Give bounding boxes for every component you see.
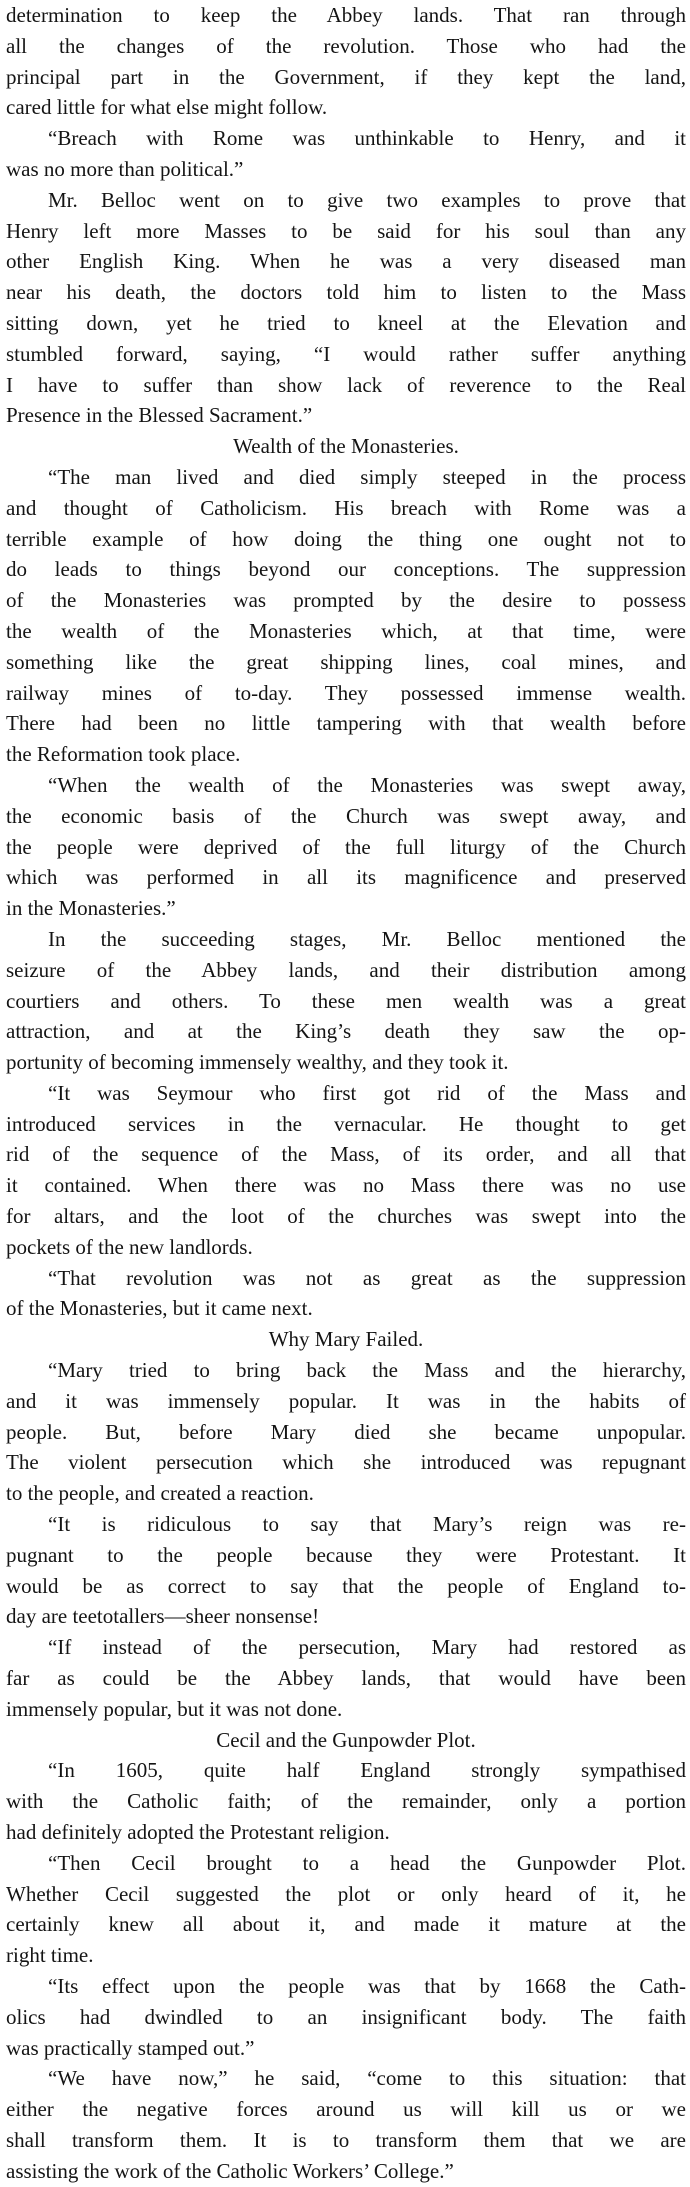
paragraph — [6, 462, 686, 770]
text-line: introduced services in the vernacular. He thought to get — [6, 1111, 686, 1136]
text-line: far as could be the Abbey lands, that would have been — [6, 1666, 686, 1691]
text-line: sitting down, yet he tried to kneel at the Elevation and — [6, 310, 686, 335]
paragraph — [6, 2063, 686, 2186]
text-line: which was performed in all its magnificence and preserved — [6, 865, 686, 890]
text-line: “The man lived and died simply steeped in the process — [48, 464, 686, 489]
text-line: other English King. When he was a very diseased man — [6, 249, 686, 274]
paragraph — [6, 1263, 686, 1325]
text-line: all the changes of the revolution. Those who had the — [6, 33, 686, 58]
text-line: with the Catholic faith; of the remainder, only a portion — [6, 1789, 686, 1814]
text-line: There had been no little tampering with that wealth before — [6, 711, 686, 736]
text-line: Presence in the Blessed Sacrament.” — [6, 403, 313, 428]
text-line: was no more than political.” — [6, 156, 244, 181]
text-line: near his death, the doctors told him to listen to the Mass — [6, 280, 686, 305]
paragraph — [6, 1509, 686, 1632]
text-line: of the Monasteries, but it came next. — [6, 1296, 313, 1321]
text-line: pockets of the new landlords. — [6, 1234, 253, 1259]
paragraph — [6, 1755, 686, 1847]
text-line: the Reformation took place. — [6, 742, 241, 767]
paragraph — [6, 770, 686, 924]
section-heading: Why Mary Failed. — [268, 1327, 424, 1352]
paragraph — [6, 185, 686, 431]
text-line: “When the wealth of the Monasteries was swept away, — [48, 772, 686, 797]
text-line: people. But, before Mary died she became unpopular. — [6, 1419, 686, 1444]
text-line: would be as correct to say that the people of England to- — [6, 1573, 686, 1598]
text-line: was practically stamped out.” — [6, 2035, 255, 2060]
text-line: terrible example of how doing the thing one ought not to — [6, 526, 686, 551]
text-line: I have to suffer than show lack of reverence to the Real — [6, 372, 686, 397]
text-line: In the succeeding stages, Mr. Belloc mentioned the — [48, 926, 686, 951]
paragraph — [6, 1632, 686, 1724]
text-line: cared little for what else might follow. — [6, 95, 328, 120]
text-line: right time. — [6, 1943, 94, 1968]
text-line: “We have now,” he said, “come to this situation: that — [48, 2066, 686, 2091]
text-line: in the Monasteries.” — [6, 896, 176, 921]
text-line: “It was Seymour who first got rid of the Mass and — [48, 1080, 686, 1105]
paragraph — [6, 1078, 686, 1263]
text-line: assisting the work of the Catholic Workers’ College.” — [6, 2158, 454, 2183]
text-line: rid of the sequence of the Mass, of its order, and all that — [6, 1142, 686, 1167]
text-line: the wealth of the Monasteries which, at that time, were — [6, 618, 686, 643]
text-line: Henry left more Masses to be said for his soul than any — [6, 218, 686, 243]
text-line: had definitely adopted the Protestant religion. — [6, 1820, 390, 1845]
text-line: immensely popular, but it was not done. — [6, 1696, 343, 1721]
text-line: to the people, and created a reaction. — [6, 1481, 314, 1506]
text-line: seizure of the Abbey lands, and their distribution among — [6, 957, 686, 982]
text-line: principal part in the Government, if they kept the land, — [6, 64, 686, 89]
text-line: pugnant to the people because they were Protestant. It — [6, 1542, 686, 1567]
text-line: for altars, and the loot of the churches was swept into the — [6, 1204, 686, 1229]
text-line: The violent persecution which she introduced was repugnant — [6, 1450, 686, 1475]
text-line: do leads to things beyond our conceptions. The suppression — [6, 557, 686, 582]
text-line: “In 1605, quite half England strongly sympathised — [48, 1758, 686, 1783]
text-line: day are teetotallers—sheer nonsense! — [6, 1604, 320, 1629]
section-heading: Wealth of the Monasteries. — [233, 434, 459, 459]
text-line: and it was immensely popular. It was in the habits of — [6, 1388, 686, 1413]
text-line: “Mary tried to bring back the Mass and the hierarchy, — [48, 1358, 686, 1383]
text-line: shall transform them. It is to transform them that we are — [6, 2127, 686, 2152]
text-line: “It is ridiculous to say that Mary’s reign was re- — [48, 1512, 686, 1537]
text-line: attraction, and at the King’s death they saw the op- — [6, 1019, 686, 1044]
paragraph — [6, 0, 686, 123]
text-line: something like the great shipping lines, coal mines, and — [6, 649, 686, 674]
text-line: courtiers and others. To these men wealth was a great — [6, 988, 686, 1013]
text-line: stumbled forward, saying, “I would rather suffer anything — [6, 341, 686, 366]
text-line: “Its effect upon the people was that by 1668 the Cath- — [48, 1974, 686, 1998]
text-line: railway mines of to-day. They possessed immense wealth. — [6, 680, 686, 705]
text-line: the people were deprived of the full liturgy of the Church — [6, 834, 686, 859]
text-line: the economic basis of the Church was swept away, and — [6, 803, 686, 828]
text-line: of the Monasteries was prompted by the desire to possess — [6, 588, 686, 613]
text-line: “That revolution was not as great as the suppression — [48, 1265, 686, 1290]
text-line: “Breach with Rome was unthinkable to Henry, and it — [48, 126, 686, 151]
section-heading: Cecil and the Gunpowder Plot. — [216, 1727, 476, 1752]
text-line: olics had dwindled to an insignificant body. The faith — [6, 2004, 686, 2029]
paragraph — [6, 1848, 686, 1971]
text-line: Whether Cecil suggested the plot or only heard of it, he — [6, 1881, 686, 1906]
text-line: Mr. Belloc went on to give two examples to prove that — [48, 187, 686, 212]
text-line: it contained. When there was no Mass there was no use — [6, 1173, 686, 1198]
text-line: “Then Cecil brought to a head the Gunpowder Plot. — [48, 1850, 686, 1875]
paragraph — [6, 123, 686, 185]
paragraph — [6, 924, 686, 1078]
text-line: certainly knew all about it, and made it mature at the — [6, 1912, 686, 1937]
text-line: determination to keep the Abbey lands. That ran through — [6, 3, 686, 27]
text-line: “If instead of the persecution, Mary had restored as — [48, 1635, 686, 1660]
paragraph — [6, 1971, 686, 2063]
text-line: and thought of Catholicism. His breach with Rome was a — [6, 495, 686, 520]
text-line: either the negative forces around us will kill us or we — [6, 2097, 686, 2122]
text-line: portunity of becoming immensely wealthy, and they took it. — [6, 1050, 509, 1075]
paragraph — [6, 1355, 686, 1509]
